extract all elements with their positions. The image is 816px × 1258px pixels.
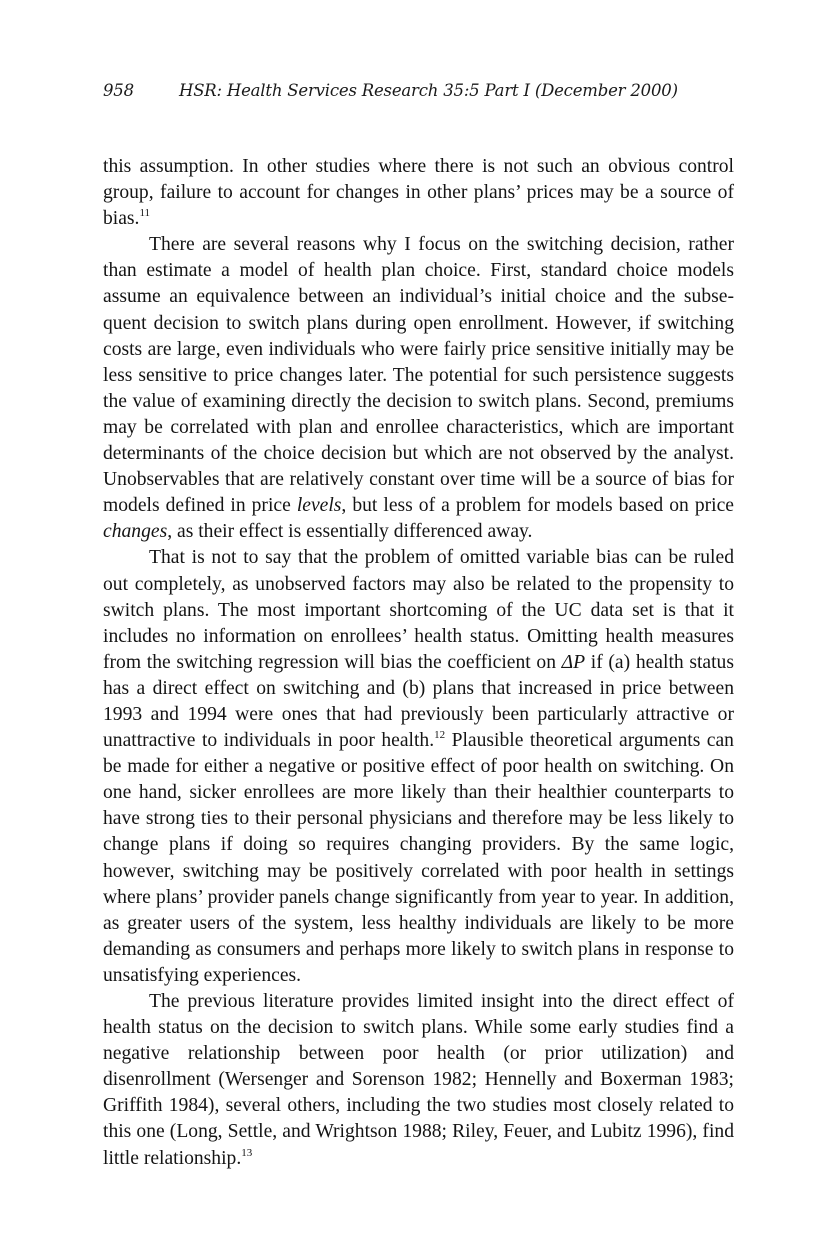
running-header	[103, 81, 743, 100]
footnote-marker[interactable]: 11	[139, 207, 151, 220]
emphasis: ΔP	[561, 651, 586, 673]
text-run: The previous literature provides limited insight into the direct effect of health status on the decision to switch plans. While some early studies find a negative relationship between poor health (or prior utilization) and disenrollment (Wersenger and Sorenson 1982; Hennelly and Boxerman 1983; Griffith 1984), several others, including the two studies most closely related to this one (Long, Settle, and Wrightson 1988; Riley, Feuer, and Lubitz 1996), find little relationship.	[103, 991, 734, 1169]
emphasis: levels	[296, 495, 342, 517]
emphasis: changes	[103, 521, 168, 543]
text-run: That is not to say that the problem of omitted variable bias can be ruled out completely, as unobserved factors may also be related to the propensity to switch plans. The most important shortcoming of the UC data set is that it includes no information on enrollees’ health status. Omitting health measures from the switching regression will bias the coefficient on	[103, 547, 734, 673]
paragraph	[103, 232, 734, 545]
paragraph	[103, 989, 734, 1172]
text-run: There are several reasons why I focus on the switching decision, rather than estimate a model of health plan choice. First, standard choice models assume an equivalence between an individual’s initial choice and the subsequent decision to switch plans during open enrollment. However, if switching costs are large, even individuals who were fairly price sensitive initially may be less sensitive to price changes later. The potential for such persistence suggests the value of examining directly the decision to switch plans. Second, premiums may be correlated with plan and enrollee characteristics, which are important determinants of the choice decision but which are not observed by the analyst. Unobservables that are relatively constant over time will be a source of bias for models defined in price	[103, 234, 734, 517]
paragraph	[103, 545, 734, 989]
text-run: , but less of a problem for models based on price	[341, 495, 734, 517]
running-title: HSR: Health Services Research 35:5 Part I (December 2000)	[179, 81, 678, 100]
footnote-marker[interactable]: 13	[241, 1146, 253, 1159]
body-text	[103, 154, 734, 1172]
text-run: Plausible theoretical arguments can be made for either a negative or positive effect of poor health on switching. On one hand, sicker enrollees are more likely than their healthier counterparts to have strong ties to their personal physicians and therefore may be less likely to change plans if doing so requires changing providers. By the same logic, however, switching may be positively correlated with poor health in settings where plans’ provider panels change significantly from year to year. In addition, as greater users of the system, less healthy individuals are likely to be more demanding as consumers and perhaps more likely to switch plans in response to unsatisfying experiences.	[103, 730, 734, 986]
text-run: if (a) health status has a direct effect on switching and (b) plans that increased in price between 1993 and 1994 were ones that had previously been particularly attractive or unattractive to individuals in poor health.	[103, 651, 734, 752]
text-run: this assumption. In other studies where there is not such an obvious control group, failure to account for changes in other plans’ prices may be a source of bias.	[103, 156, 734, 230]
text-run: , as their effect is essentially differenced away.	[167, 521, 533, 543]
paragraph	[103, 154, 734, 232]
page-number: 958	[103, 81, 134, 100]
footnote-marker[interactable]: 12	[434, 729, 446, 742]
